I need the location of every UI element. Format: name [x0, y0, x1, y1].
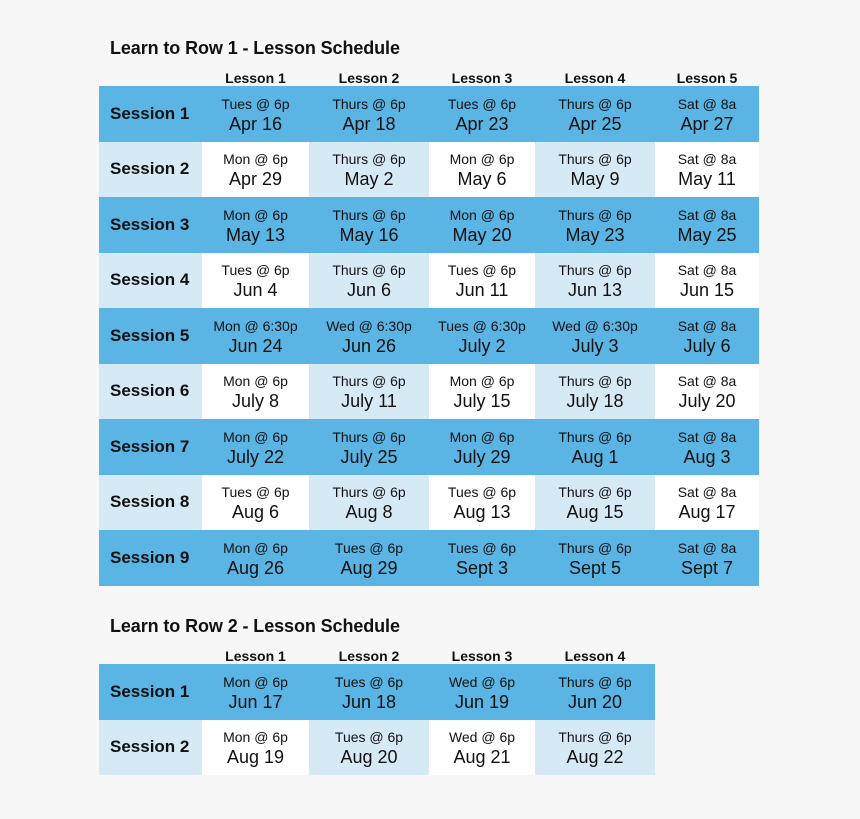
- session-row: [99, 419, 759, 475]
- lesson-cell: [429, 419, 535, 475]
- lesson-date: Aug 29: [340, 557, 398, 578]
- lesson-cell: [202, 419, 309, 475]
- lesson-date: Aug 3: [683, 446, 731, 467]
- lesson-cell: [535, 253, 655, 309]
- lesson-date: Apr 29: [228, 169, 283, 190]
- session-label: Session 4: [99, 253, 202, 309]
- lesson-cell: [202, 86, 309, 142]
- lesson-time: Mon @ 6p: [449, 373, 515, 390]
- lesson-date: July 18: [566, 391, 624, 412]
- lesson-date: Sept 5: [568, 557, 622, 578]
- lesson-date: Jun 18: [341, 691, 397, 712]
- lesson-cell: [309, 253, 429, 309]
- session-row: [99, 475, 759, 531]
- lesson-cell: [429, 475, 535, 531]
- lesson-time: Mon @ 6p: [449, 151, 515, 168]
- lesson-time: Sat @ 8a: [677, 95, 737, 112]
- lesson-cell: [535, 475, 655, 531]
- lesson-cell: [429, 197, 535, 253]
- lesson-cell: [202, 197, 309, 253]
- lesson-header: Lesson 2: [338, 648, 400, 664]
- lesson-cell: [202, 142, 309, 198]
- lesson-date: Jun 24: [228, 335, 283, 356]
- lesson-date: Jun 26: [341, 335, 397, 356]
- session-label: Session 7: [99, 419, 202, 475]
- lesson-cell: [202, 530, 309, 586]
- lesson-date: Sept 7: [680, 557, 734, 578]
- lesson-time: Thurs @ 6p: [558, 428, 632, 445]
- lesson-time: Tues @ 6p: [221, 262, 290, 279]
- session-row: [99, 142, 759, 198]
- lesson-cell: [309, 308, 429, 364]
- lesson-cell: [309, 197, 429, 253]
- lesson-time: Thurs @ 6p: [558, 373, 632, 390]
- lesson-time: Mon @ 6p: [223, 539, 288, 556]
- lesson-cell: [309, 664, 429, 720]
- session-label: Session 1: [99, 86, 202, 142]
- lesson-time: Sat @ 8a: [677, 262, 737, 279]
- lesson-cell: [429, 308, 535, 364]
- session-label: Session 1: [99, 664, 202, 720]
- session-row: [99, 197, 759, 253]
- lesson-time: Tues @ 6p: [334, 539, 404, 556]
- session-row: [99, 308, 759, 364]
- lesson-cell: [202, 364, 309, 420]
- lesson-time: Mon @ 6p: [223, 206, 288, 223]
- lesson-time: Tues @ 6p: [334, 673, 404, 690]
- lesson-cell: [535, 419, 655, 475]
- lesson-date: July 22: [226, 446, 285, 467]
- lesson-date: Aug 20: [340, 747, 398, 768]
- lesson-time: Wed @ 6p: [448, 673, 516, 690]
- lesson-date: July 6: [683, 335, 731, 356]
- lesson-date: May 13: [225, 224, 286, 245]
- lesson-date: Jun 19: [454, 691, 510, 712]
- lesson-cell: [535, 308, 655, 364]
- lesson-cell: [429, 142, 535, 198]
- lesson-cell: [429, 253, 535, 309]
- lesson-date: May 25: [677, 224, 737, 245]
- lesson-header: Lesson 3: [451, 70, 513, 86]
- lesson-time: Wed @ 6p: [448, 729, 516, 746]
- lesson-cell: [655, 197, 759, 253]
- schedule-1: [99, 36, 759, 586]
- session-label: Session 9: [99, 530, 202, 586]
- lesson-header: Lesson 4: [564, 70, 626, 86]
- lesson-cell: [309, 530, 429, 586]
- lesson-time: Thurs @ 6p: [332, 373, 406, 390]
- lesson-date: Jun 4: [233, 280, 278, 301]
- lesson-time: Mon @ 6p: [223, 729, 288, 746]
- lesson-date: Aug 13: [453, 502, 511, 523]
- lesson-date: Apr 18: [342, 113, 396, 134]
- lesson-time: Sat @ 8a: [677, 373, 737, 390]
- lesson-date: May 20: [452, 224, 512, 245]
- lesson-cell: [429, 530, 535, 586]
- lesson-date: July 20: [678, 391, 736, 412]
- lesson-cell: [535, 86, 655, 142]
- lesson-time: Sat @ 8a: [677, 206, 737, 223]
- lesson-cell: [655, 308, 759, 364]
- lesson-header: Lesson 2: [338, 70, 400, 86]
- lesson-date: Aug 15: [566, 502, 624, 523]
- lesson-date: Aug 21: [453, 747, 511, 768]
- lesson-cell: [429, 364, 535, 420]
- lesson-time: Mon @ 6:30p: [213, 317, 298, 334]
- lesson-date: Jun 20: [567, 691, 623, 712]
- lesson-time: Thurs @ 6p: [558, 95, 632, 112]
- lesson-date: July 15: [453, 391, 511, 412]
- lesson-cell: [309, 364, 429, 420]
- session-label: Session 8: [99, 475, 202, 531]
- lesson-date: May 16: [339, 224, 399, 245]
- lesson-time: Tues @ 6p: [447, 95, 517, 112]
- lesson-date: July 11: [341, 391, 397, 412]
- lesson-date: May 23: [565, 224, 625, 245]
- lesson-date: July 3: [571, 335, 619, 356]
- lesson-time: Mon @ 6p: [223, 373, 288, 390]
- lesson-date: Apr 23: [455, 113, 509, 134]
- session-row: [99, 664, 655, 720]
- lesson-header: Lesson 3: [451, 648, 513, 664]
- lesson-time: Sat @ 8a: [677, 317, 737, 334]
- lesson-cell: [429, 720, 535, 776]
- lesson-header: Lesson 4: [564, 648, 626, 664]
- lesson-date: Jun 13: [567, 280, 623, 301]
- lesson-date: May 11: [678, 169, 736, 190]
- lesson-date: May 9: [570, 169, 620, 190]
- schedule-1-body: [99, 86, 759, 586]
- lesson-cell: [535, 142, 655, 198]
- lesson-time: Tues @ 6p: [221, 484, 290, 501]
- lesson-header: Lesson 5: [676, 70, 738, 86]
- lesson-cell: [655, 364, 759, 420]
- lesson-date: July 25: [340, 446, 398, 467]
- lesson-cell: [535, 197, 655, 253]
- session-label: Session 2: [99, 142, 202, 198]
- lesson-time: Tues @ 6p: [447, 262, 517, 279]
- lesson-time: Mon @ 6p: [449, 428, 515, 445]
- lesson-time: Thurs @ 6p: [332, 95, 406, 112]
- lesson-time: Mon @ 6p: [449, 206, 515, 223]
- lesson-time: Tues @ 6:30p: [438, 317, 526, 334]
- lesson-cell: [309, 86, 429, 142]
- lesson-date: Jun 6: [346, 280, 392, 301]
- session-row: [99, 364, 759, 420]
- session-row: [99, 530, 759, 586]
- lesson-cell: [655, 419, 759, 475]
- lesson-date: Apr 27: [680, 113, 734, 134]
- schedule-2-title: Learn to Row 2 - Lesson Schedule: [110, 616, 400, 636]
- lesson-time: Thurs @ 6p: [332, 262, 406, 279]
- lesson-cell: [429, 86, 535, 142]
- lesson-time: Sat @ 8a: [677, 151, 737, 168]
- lesson-time: Mon @ 6p: [223, 673, 288, 690]
- lesson-cell: [309, 419, 429, 475]
- lesson-time: Tues @ 6p: [221, 95, 290, 112]
- lesson-date: July 29: [453, 446, 511, 467]
- session-label: Session 6: [99, 364, 202, 420]
- lesson-cell: [202, 720, 309, 776]
- lesson-time: Tues @ 6p: [447, 484, 517, 501]
- lesson-cell: [535, 664, 655, 720]
- lesson-time: Mon @ 6p: [223, 428, 288, 445]
- lesson-cell: [655, 530, 759, 586]
- lesson-date: May 2: [344, 169, 394, 190]
- session-label: Session 2: [99, 720, 202, 776]
- lesson-time: Sat @ 8a: [677, 539, 737, 556]
- lesson-cell: [535, 720, 655, 776]
- session-label: Session 5: [99, 308, 202, 364]
- lesson-date: May 6: [457, 169, 507, 190]
- session-label: Session 3: [99, 197, 202, 253]
- lesson-time: Thurs @ 6p: [558, 673, 632, 690]
- lesson-time: Wed @ 6:30p: [326, 317, 412, 334]
- lesson-time: Thurs @ 6p: [558, 729, 632, 746]
- lesson-time: Tues @ 6p: [334, 729, 404, 746]
- lesson-time: Thurs @ 6p: [558, 206, 632, 223]
- schedule-2: [99, 614, 655, 775]
- lesson-header: Lesson 1: [225, 648, 286, 664]
- lesson-time: Thurs @ 6p: [332, 428, 406, 445]
- lesson-cell: [309, 142, 429, 198]
- schedule-2-body: [99, 664, 655, 775]
- lesson-cell: [202, 664, 309, 720]
- lesson-cell: [202, 308, 309, 364]
- lesson-cell: [309, 475, 429, 531]
- lesson-cell: [655, 86, 759, 142]
- lesson-cell: [202, 253, 309, 309]
- lesson-date: Aug 22: [566, 747, 624, 768]
- lesson-cell: [535, 364, 655, 420]
- lesson-time: Thurs @ 6p: [558, 262, 632, 279]
- lesson-cell: [202, 475, 309, 531]
- lesson-cell: [655, 142, 759, 198]
- lesson-cell: [655, 253, 759, 309]
- lesson-cell: [535, 530, 655, 586]
- schedule-1-header: [99, 60, 759, 86]
- lesson-cell: [429, 664, 535, 720]
- lesson-date: Jun 15: [679, 280, 735, 301]
- lesson-date: Jun 11: [455, 280, 509, 301]
- lesson-time: Thurs @ 6p: [558, 539, 632, 556]
- lesson-date: Sept 3: [455, 557, 509, 578]
- lesson-date: July 8: [231, 391, 280, 412]
- lesson-header: Lesson 1: [225, 70, 286, 86]
- lesson-date: Aug 6: [231, 502, 280, 523]
- schedule-1-title: Learn to Row 1 - Lesson Schedule: [110, 38, 400, 58]
- lesson-date: Apr 16: [228, 113, 283, 134]
- lesson-time: Wed @ 6:30p: [552, 317, 638, 334]
- lesson-date: Jun 17: [228, 691, 283, 712]
- session-row: [99, 86, 759, 142]
- lesson-date: Aug 19: [226, 747, 285, 768]
- lesson-cell: [655, 475, 759, 531]
- session-row: [99, 720, 655, 776]
- lesson-date: Aug 1: [571, 446, 619, 467]
- lesson-time: Sat @ 8a: [677, 428, 737, 445]
- lesson-time: Thurs @ 6p: [332, 151, 406, 168]
- lesson-time: Thurs @ 6p: [332, 206, 406, 223]
- lesson-date: Aug 17: [678, 502, 736, 523]
- lesson-cell: [309, 720, 429, 776]
- schedule-2-header: [99, 638, 655, 664]
- lesson-date: July 2: [458, 335, 506, 356]
- lesson-time: Thurs @ 6p: [558, 484, 632, 501]
- lesson-time: Tues @ 6p: [447, 539, 517, 556]
- lesson-date: Aug 8: [345, 502, 393, 523]
- lesson-date: Apr 25: [568, 113, 622, 134]
- lesson-time: Thurs @ 6p: [332, 484, 406, 501]
- lesson-date: Aug 26: [226, 557, 285, 578]
- lesson-time: Mon @ 6p: [223, 151, 288, 168]
- lesson-time: Sat @ 8a: [677, 484, 737, 501]
- lesson-time: Thurs @ 6p: [558, 151, 632, 168]
- session-row: [99, 253, 759, 309]
